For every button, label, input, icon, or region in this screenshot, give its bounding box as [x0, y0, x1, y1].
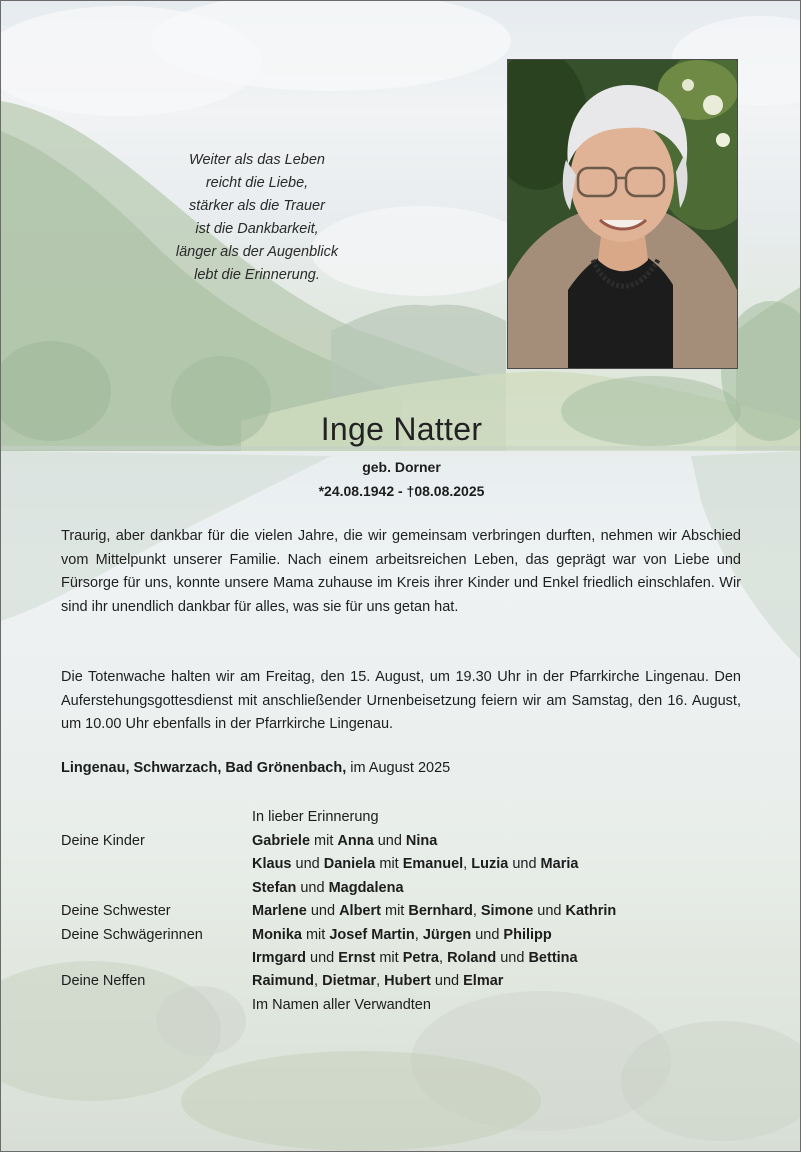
family-row-label: Deine Schwägerinnen [61, 926, 203, 943]
family-row [61, 947, 761, 970]
family-connector: , [472, 903, 481, 920]
family-member-name: Irmgard [252, 950, 306, 966]
family-row-label: Deine Schwester [61, 903, 171, 920]
family-member-name: Daniela [323, 856, 376, 873]
family-member-name: Monika [252, 926, 302, 943]
family-connector: und [430, 973, 464, 990]
family-connector: mit [310, 833, 338, 849]
family-connector: , [463, 856, 472, 873]
family-connector: und [533, 903, 566, 920]
family-connector: , [439, 950, 448, 966]
family-footer: Im Namen aller Verwandten [252, 997, 431, 1013]
family-connector: , [414, 926, 423, 943]
poem-line: reicht die Liebe, [205, 175, 309, 191]
family-connector: , [376, 973, 385, 990]
family-footer-row [61, 994, 761, 1017]
family-row [61, 900, 761, 923]
portrait-photo [507, 59, 738, 369]
family-member-name: Luzia [471, 856, 509, 873]
family-row [61, 830, 761, 853]
family-row-label: Deine Kinder [61, 833, 145, 849]
service-paragraph: Die Totenwache halten wir am Freitag, den 15. August, um 19.30 Uhr in der Pfarrkirche Lingenau. Den Auferstehungsgottesdienst mit anschließender Urnenbeisetzung feiern wir am Samstag, den 16. August, um 10.00 Uhr ebenfalls in der Pfarrkirche Lingenau. [61, 669, 741, 732]
closing-date: im August 2025 [346, 760, 451, 776]
family-row-names [252, 970, 503, 993]
poem-line: Weiter als das Leben [189, 152, 325, 168]
family-row [61, 924, 761, 947]
family-member-name: Philipp [503, 926, 552, 943]
family-row-names [252, 924, 552, 947]
family-member-name: Bettina [528, 950, 578, 966]
poem-line: stärker als die Trauer [189, 198, 325, 214]
closing-line [61, 760, 450, 776]
family-member-name: Maria [540, 856, 579, 873]
family-row-names [252, 900, 616, 923]
family-member-name: Josef Martin [329, 926, 415, 943]
family-connector: mit [375, 856, 403, 873]
family-member-name: Anna [337, 833, 374, 849]
family-member-name: Bernhard [408, 903, 473, 920]
family-connector: , [314, 973, 323, 990]
family-member-name: Roland [447, 950, 497, 966]
family-member-name: Stefan [252, 879, 297, 896]
family-row-names [252, 947, 578, 970]
family-member-name: Dietmar [322, 973, 377, 990]
family-intro: In lieber Erinnerung [252, 809, 379, 825]
family-member-name: Nina [405, 833, 438, 849]
family-member-name: Ernst [338, 950, 376, 966]
family-member-name: Elmar [463, 973, 504, 990]
family-member-name: Hubert [384, 973, 431, 990]
poem-line: ist die Dankbarkeit, [195, 221, 319, 237]
family-row [61, 970, 761, 993]
family-member-name: Gabriele [252, 833, 311, 849]
family-connector: mit [301, 926, 330, 943]
family-row-names [252, 853, 578, 876]
family-member-name: Emanuel [402, 856, 464, 873]
birth-name: geb. Dorner [362, 459, 441, 475]
poem [131, 149, 383, 287]
poem-line: länger als der Augenblick [175, 244, 339, 260]
family-row [61, 853, 761, 876]
life-dates: *24.08.1942 - †08.08.2025 [318, 483, 485, 499]
family-row-names [252, 877, 404, 900]
family-connector: und [306, 950, 339, 966]
family-member-name: Albert [339, 903, 381, 920]
family-member-name: Klaus [252, 856, 292, 873]
family-member-name: Petra [402, 950, 439, 966]
family-member-name: Simone [480, 903, 534, 920]
family-member-name: Kathrin [565, 903, 617, 920]
family-member-name: Marlene [252, 903, 307, 920]
family-row [61, 877, 761, 900]
family-intro-row [61, 806, 761, 829]
family-connector: und [508, 856, 541, 873]
condolence-paragraph: Traurig, aber dankbar für die vielen Jahre, die wir gemeinsam verbringen durften, nehmen wir Abschied vom Mittelpunkt unserer Familie. Nach einem arbeitsreichen Leben, das geprägt war von Liebe und Fürsorge für uns, konnte unsere Mama zuhause im Kreis ihrer Kinder und Enkel friedlich einschlafen. Wir sind ihr unendlich dankbar für alles, was sie für uns getan hat. [61, 528, 741, 615]
poem-line: lebt die Erinnerung. [194, 267, 320, 283]
family-member-name: Magdalena [328, 879, 404, 896]
deceased-name: Inge Natter [320, 411, 483, 447]
closing-places: Lingenau, Schwarzach, Bad Grönenbach, [61, 760, 347, 776]
family-row-names [252, 830, 437, 853]
family-member-name: Raimund [252, 973, 315, 990]
family-connector: und [296, 879, 329, 896]
family-row-label: Deine Neffen [61, 973, 146, 990]
family-connector: mit [375, 950, 403, 966]
family-connector: und [291, 856, 324, 873]
family-connector: und [306, 903, 340, 920]
family-connector: und [471, 926, 504, 943]
family-member-name: Jürgen [422, 926, 472, 943]
family-connector: mit [380, 903, 409, 920]
family-connector: und [373, 833, 406, 849]
family-connector: und [496, 950, 529, 966]
